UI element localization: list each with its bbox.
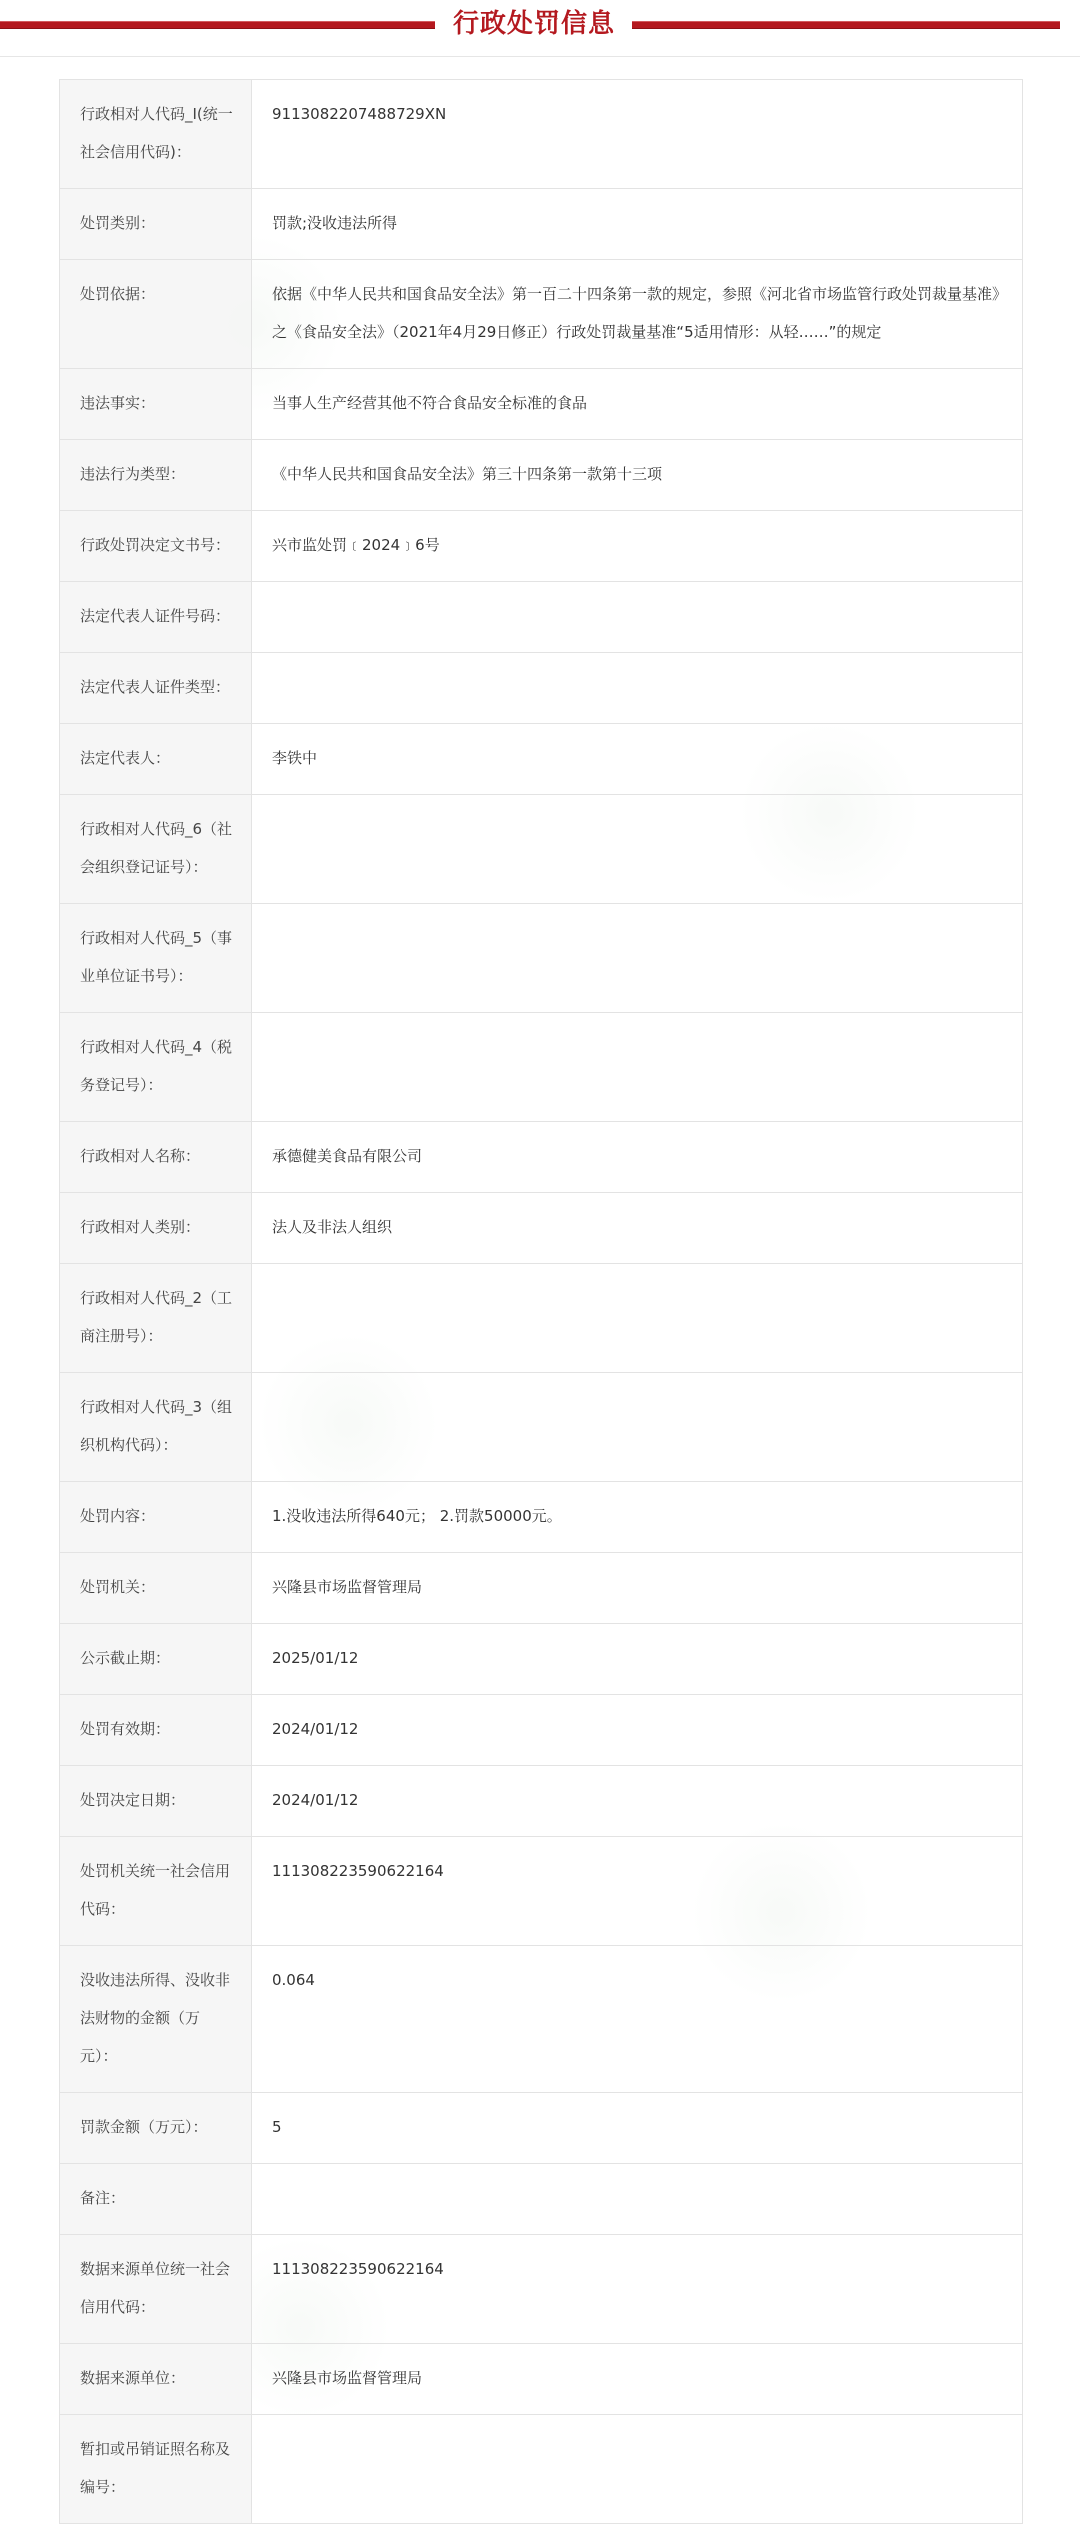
row-value: 0.064 [272, 1971, 315, 1989]
row-label: 行政相对人名称： [60, 1122, 252, 1192]
table-row [60, 2415, 1022, 2523]
row-label: 备注： [60, 2164, 252, 2234]
row-value: 5 [272, 2118, 282, 2136]
table-row [60, 1553, 1022, 1624]
table-row [60, 1264, 1022, 1373]
table-row [60, 260, 1022, 369]
row-value [252, 1373, 1022, 1481]
row-label: 行政相对人代码_6（社会组织登记证号）： [60, 795, 252, 903]
row-value: 111308223590622164 [272, 2260, 444, 2278]
row-value: 法人及非法人组织 [272, 1218, 393, 1236]
row-value [252, 1264, 1022, 1372]
row-value: 《中华人民共和国食品安全法》第三十四条第一款第十三项 [272, 465, 663, 483]
row-value: 当事人生产经营其他不符合食品安全标准的食品 [272, 394, 588, 412]
table-row [60, 1766, 1022, 1837]
row-label: 处罚机关： [60, 1553, 252, 1623]
table-row [60, 511, 1022, 582]
row-value: 1.没收违法所得640元； 2.罚款50000元。 [272, 1507, 562, 1525]
row-value: 111308223590622164 [272, 1862, 444, 1880]
table-row [60, 369, 1022, 440]
table-row [60, 582, 1022, 653]
table-row [60, 1946, 1022, 2093]
table-row [60, 2093, 1022, 2164]
table-row [60, 1482, 1022, 1553]
row-value: 兴隆县市场监督管理局 [272, 2369, 423, 2387]
row-label: 处罚内容： [60, 1482, 252, 1552]
row-label: 违法事实： [60, 369, 252, 439]
page-title: 行政处罚信息 [452, 9, 615, 39]
row-value: 2024/01/12 [272, 1791, 359, 1809]
row-label: 数据来源单位统一社会信用代码： [60, 2235, 252, 2343]
row-value: 依据《中华人民共和国食品安全法》第一百二十四条第一款的规定，参照《河北省市场监管行政处罚裁量基准》之《食品安全法》（2021年4月29日修正）行政处罚裁量基准“5适用情形：从轻……”的规定 [272, 285, 1000, 341]
table-row [60, 1013, 1022, 1122]
table-row [60, 440, 1022, 511]
row-label: 行政相对人类别： [60, 1193, 252, 1263]
row-value: 2024/01/12 [272, 1720, 359, 1738]
table-row [60, 2344, 1022, 2415]
row-label: 违法行为类型： [60, 440, 252, 510]
penalty-info-table [59, 79, 1023, 2524]
row-label: 处罚机关统一社会信用代码： [60, 1837, 252, 1945]
row-value [252, 795, 1022, 903]
row-value [252, 653, 1022, 723]
table-row [60, 795, 1022, 904]
table-row [60, 1837, 1022, 1946]
row-label: 行政相对人代码_5（事业单位证书号）： [60, 904, 252, 1012]
row-label: 行政相对人代码_I(统一社会信用代码)： [60, 80, 252, 188]
table-row [60, 653, 1022, 724]
table-row [60, 904, 1022, 1013]
row-label: 处罚有效期： [60, 1695, 252, 1765]
row-label: 处罚依据： [60, 260, 252, 368]
row-label: 数据来源单位： [60, 2344, 252, 2414]
row-value [252, 904, 1022, 1012]
row-label: 行政处罚决定文书号： [60, 511, 252, 581]
row-value: 兴市监处罚﹝2024﹞6号 [272, 536, 440, 554]
page-header [0, 0, 1080, 57]
table-row [60, 1373, 1022, 1482]
row-label: 法定代表人证件号码： [60, 582, 252, 652]
table-row [60, 1122, 1022, 1193]
table-row [60, 1624, 1022, 1695]
row-value: 罚款;没收违法所得 [272, 214, 398, 232]
row-label: 法定代表人证件类型： [60, 653, 252, 723]
row-value: 承德健美食品有限公司 [272, 1147, 423, 1165]
row-label: 行政相对人代码_2（工商注册号）： [60, 1264, 252, 1372]
header-rule-left [0, 21, 435, 29]
row-label: 没收违法所得、没收非法财物的金额（万元）： [60, 1946, 252, 2092]
table-row [60, 80, 1022, 189]
row-label: 处罚类别： [60, 189, 252, 259]
row-label: 罚款金额（万元）： [60, 2093, 252, 2163]
row-label: 行政相对人代码_3（组织机构代码）： [60, 1373, 252, 1481]
header-rule-right [632, 21, 1060, 29]
row-value [252, 1013, 1022, 1121]
row-value: 9113082207488729XN [272, 105, 447, 123]
row-label: 行政相对人代码_4（税务登记号）： [60, 1013, 252, 1121]
row-label: 处罚决定日期： [60, 1766, 252, 1836]
row-value [252, 2164, 1022, 2234]
row-label: 公示截止期： [60, 1624, 252, 1694]
table-row [60, 2235, 1022, 2344]
row-label: 法定代表人： [60, 724, 252, 794]
row-value [252, 2415, 1022, 2523]
table-row [60, 2164, 1022, 2235]
row-value [252, 582, 1022, 652]
row-value: 兴隆县市场监督管理局 [272, 1578, 423, 1596]
table-row [60, 189, 1022, 260]
row-value: 李铁中 [272, 749, 318, 767]
table-row [60, 1695, 1022, 1766]
row-value: 2025/01/12 [272, 1649, 359, 1667]
row-label: 暂扣或吊销证照名称及编号： [60, 2415, 252, 2523]
table-row [60, 724, 1022, 795]
table-row [60, 1193, 1022, 1264]
